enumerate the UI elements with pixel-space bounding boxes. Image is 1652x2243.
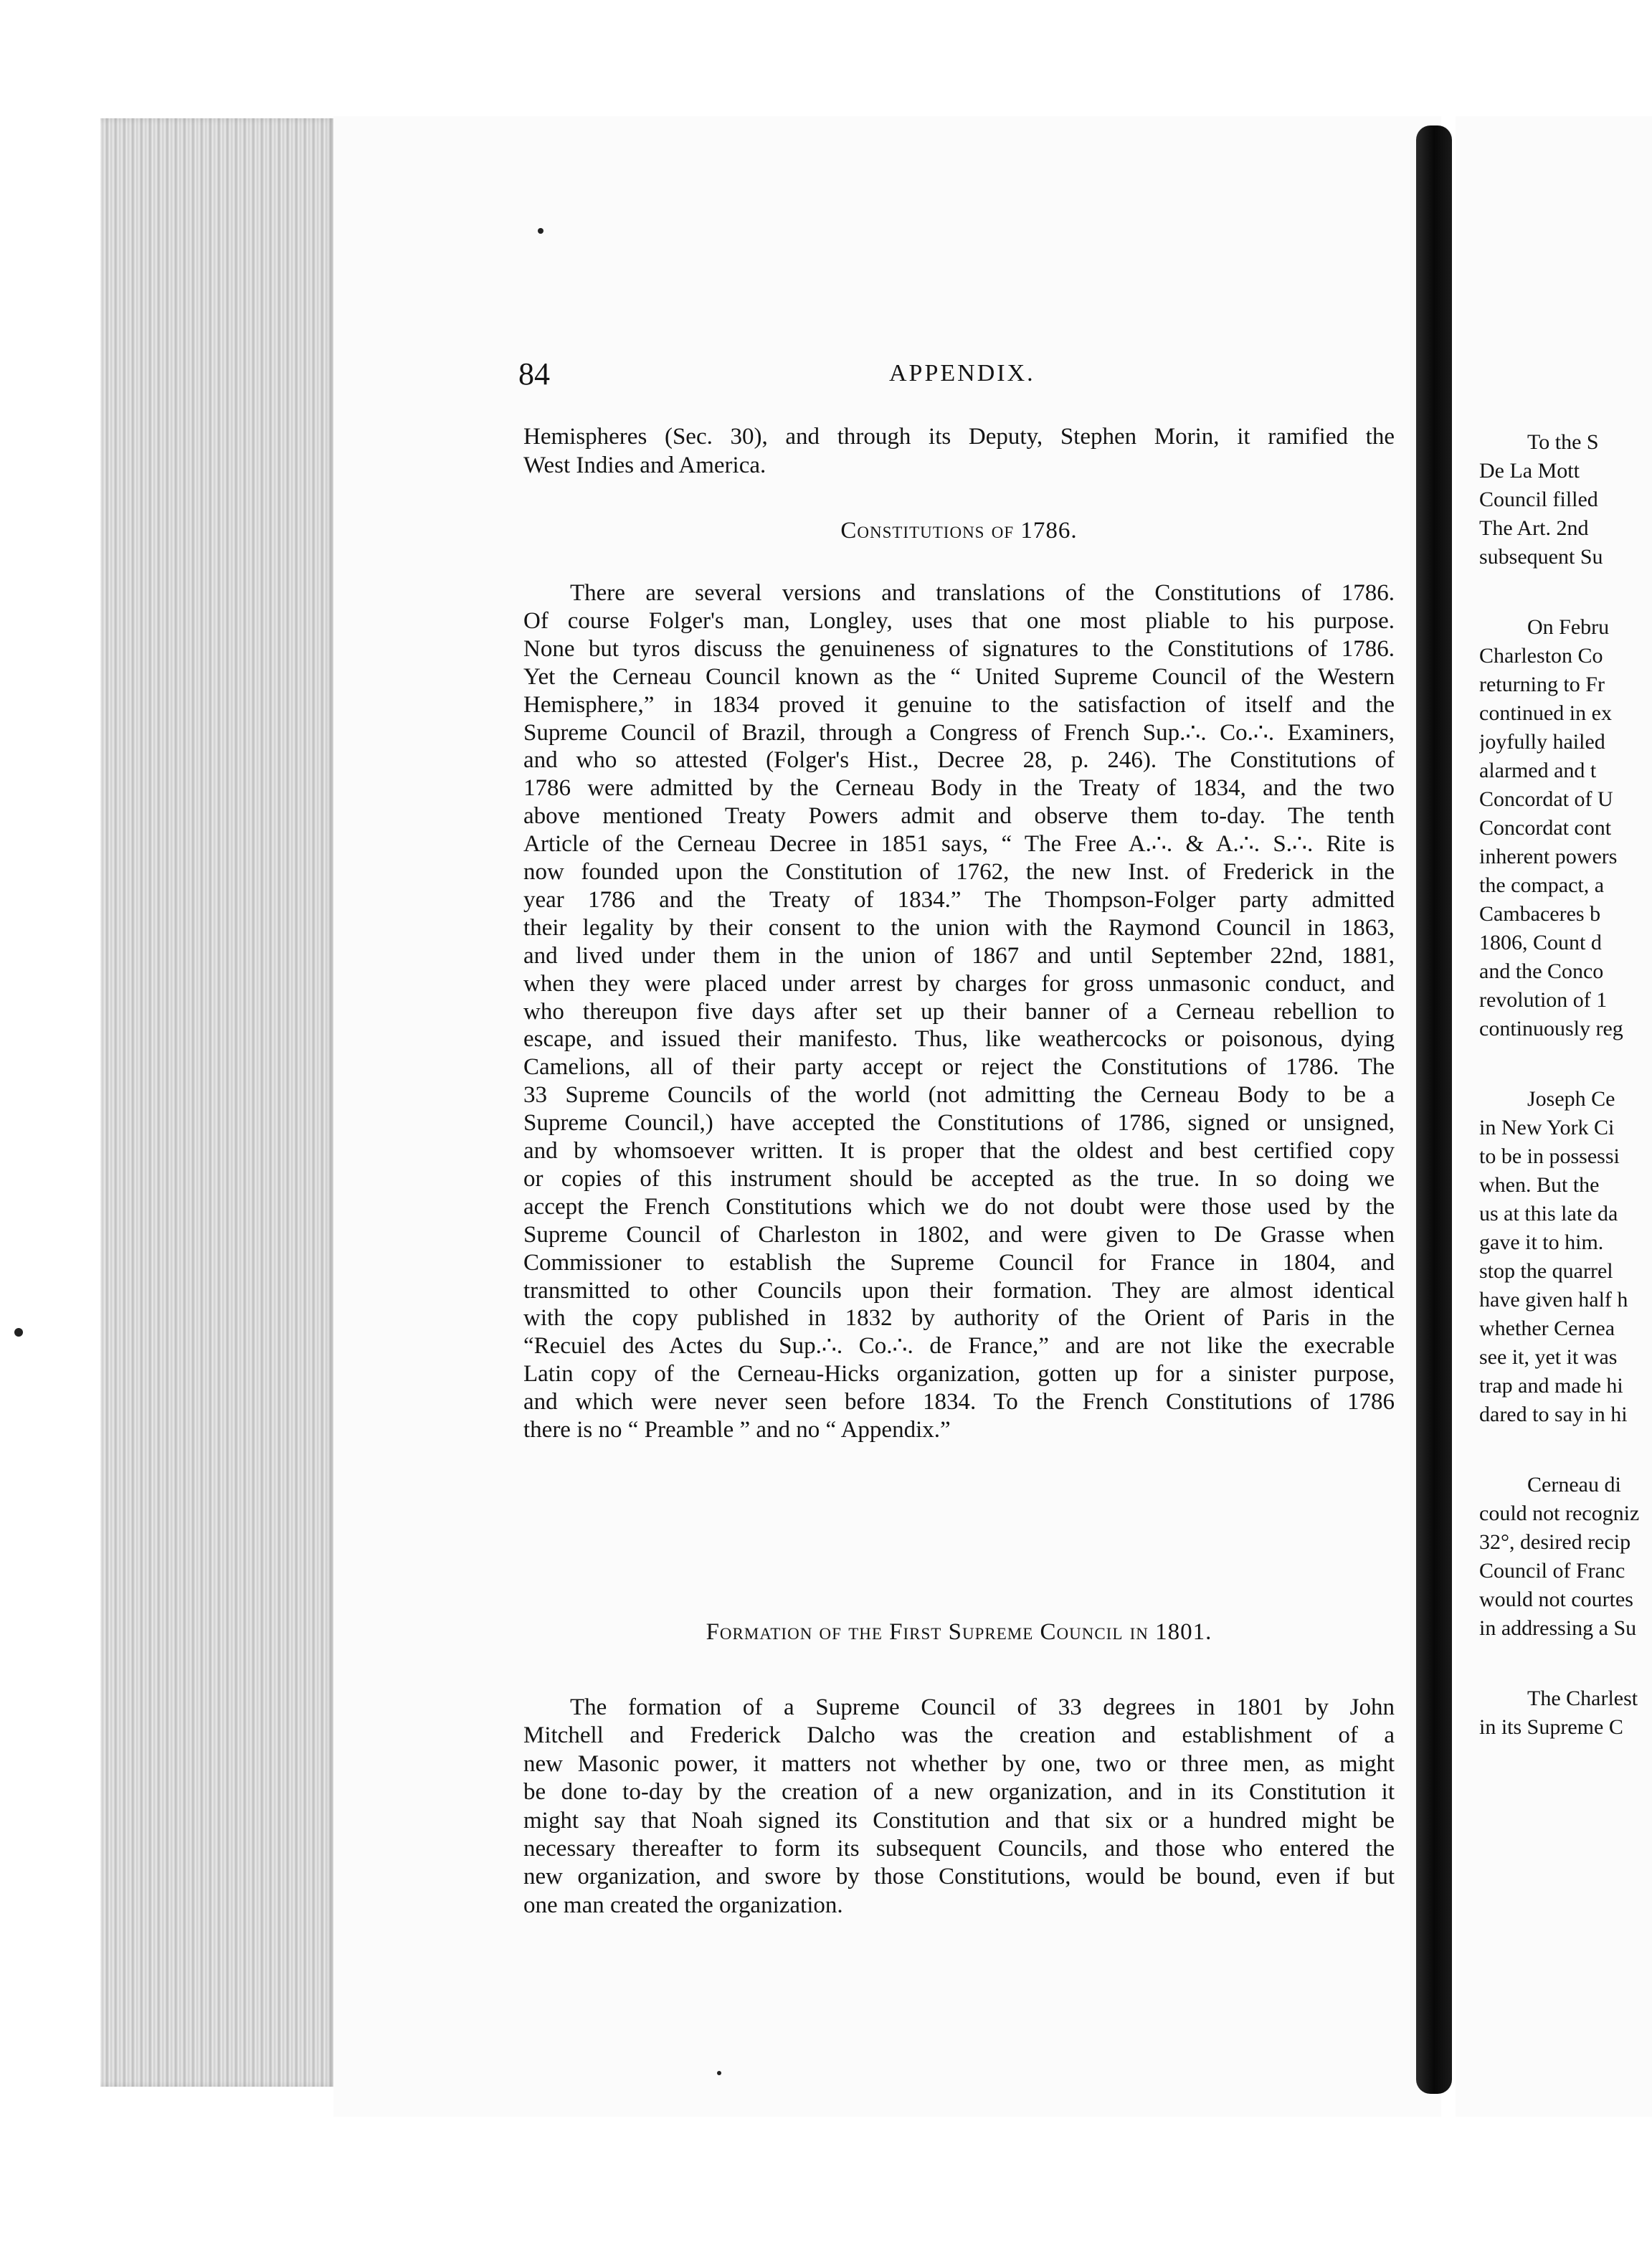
text-line: Of course Folger's man, Longley, uses that one most pliable to his purpose. — [523, 607, 1395, 634]
right-page-line: returning to Fr — [1479, 673, 1605, 696]
text-line: necessary thereafter to form its subsequent Councils, and those who entered the — [523, 1836, 1395, 1862]
right-page-line: to be in possessi — [1479, 1144, 1620, 1168]
text-line: None but tyros discuss the genuineness of signatures to the Constitutions of 1786. — [523, 635, 1395, 662]
speck — [717, 2071, 721, 2075]
text-line: new Masonic power, it matters not whether by one, two or three men, as might — [523, 1750, 1395, 1777]
right-page-line: 32°, desired recip — [1479, 1530, 1631, 1554]
right-page-line: Concordat cont — [1479, 816, 1612, 840]
text-line: be done to-day by the creation of a new organization, and in its Constitution it — [523, 1779, 1395, 1806]
right-page-line: see it, yet it was — [1479, 1345, 1618, 1369]
right-page-line: Cerneau di — [1527, 1473, 1621, 1497]
text-line: one man created the organization. — [523, 1892, 843, 1918]
right-page-line: subsequent Su — [1479, 545, 1603, 569]
right-page-line: have given half h — [1479, 1288, 1628, 1312]
speck — [538, 228, 543, 234]
text-line: there is no “ Preamble ” and no “ Appendix.” — [523, 1417, 951, 1443]
text-line: and which were never seen before 1834. To the French Constitutions of 1786 — [523, 1389, 1395, 1415]
right-page-line: The Charlest — [1527, 1687, 1638, 1710]
text-line: new organization, and swore by those Constitutions, would be bound, even if but — [523, 1864, 1395, 1890]
text-line: “Recuiel des Actes du Sup.∴. Co.∴. de France,” and are not like the execrable — [523, 1333, 1395, 1360]
right-page-line: when. But the — [1479, 1173, 1600, 1197]
text-line: and by whomsoever written. It is proper that the oldest and best certified copy — [523, 1138, 1395, 1164]
right-page-line: Cambaceres b — [1479, 902, 1601, 926]
right-page-line: gave it to him. — [1479, 1230, 1604, 1254]
text-line: Hemisphere,” in 1834 proved it genuine to the satisfaction of itself and the — [523, 691, 1395, 718]
text-line: might say that Noah signed its Constitution and that six or a hundred might be — [523, 1807, 1395, 1834]
right-page-line: continued in ex — [1479, 701, 1612, 725]
text-line: There are several versions and translations of the Constitutions of 1786. — [570, 580, 1395, 606]
right-page-line: us at this late da — [1479, 1202, 1618, 1225]
page-stack-edge — [100, 118, 337, 2087]
right-page-line: Concordat of U — [1479, 787, 1613, 811]
speck — [14, 1328, 23, 1337]
right-page-line: stop the quarrel — [1479, 1259, 1613, 1283]
text-line: their legality by their consent to the union with the Raymond Council in 1863, — [523, 914, 1395, 941]
right-page-line: and the Conco — [1479, 959, 1604, 983]
right-page-line: 1806, Count d — [1479, 931, 1602, 954]
right-page-line: inherent powers — [1479, 845, 1618, 868]
text-line: Article of the Cerneau Decree in 1851 says, “ The Free A.∴. & A.∴. S.∴. Rite is — [523, 831, 1395, 858]
right-page-line: Charleston Co — [1479, 644, 1603, 668]
text-line: Yet the Cerneau Council known as the “ United Supreme Council of the Western — [523, 663, 1395, 690]
right-page-line: De La Mott — [1479, 459, 1580, 483]
text-line: accept the French Constitutions which we do not doubt were those used by the — [523, 1193, 1395, 1220]
right-page-line: Council filled — [1479, 488, 1598, 511]
text-line: above mentioned Treaty Powers admit and observe them to-day. The tenth — [523, 803, 1395, 830]
section-heading: Constitutions of 1786. — [840, 518, 1078, 544]
right-page-line: On Febru — [1527, 615, 1610, 639]
text-line: who thereupon five days after set up their banner of a Cerneau rebellion to — [523, 998, 1395, 1025]
text-line: West Indies and America. — [523, 452, 766, 478]
right-page-line: would not courtes — [1479, 1588, 1633, 1611]
text-line: Camelions, all of their party accept or reject the Constitutions of 1786. The — [523, 1054, 1395, 1081]
text-line: now founded upon the Constitution of 1762, the new Inst. of Frederick in the — [523, 859, 1395, 885]
right-page-line: could not recogniz — [1479, 1502, 1640, 1525]
text-line: and who so attested (Folger's Hist., Decree 28, p. 246). The Constitutions of — [523, 747, 1395, 774]
text-line: Commissioner to establish the Supreme Council for France in 1804, and — [523, 1249, 1395, 1276]
right-page-line: whether Cernea — [1479, 1317, 1615, 1340]
right-page-line: continuously reg — [1479, 1017, 1623, 1040]
running-head: APPENDIX. — [889, 360, 1035, 387]
right-page-line: alarmed and t — [1479, 759, 1597, 782]
section-heading: Formation of the First Supreme Council in 1801. — [706, 1619, 1212, 1645]
right-page-line: To the S — [1527, 430, 1599, 454]
text-line: Hemispheres (Sec. 30), and through its Deputy, Stephen Morin, it ramified the — [523, 424, 1395, 450]
right-page-line: Council of Franc — [1479, 1559, 1625, 1583]
text-line: The formation of a Supreme Council of 33 degrees in 1801 by John — [570, 1694, 1395, 1720]
text-line: Mitchell and Frederick Dalcho was the creation and establishment of a — [523, 1722, 1395, 1749]
text-line: Latin copy of the Cerneau-Hicks organization, gotten up for a sinister purpose, — [523, 1361, 1395, 1388]
text-line: transmitted to other Councils upon their formation. They are almost identical — [523, 1277, 1395, 1304]
right-page-line: in its Supreme C — [1479, 1715, 1623, 1739]
right-page-line: Joseph Ce — [1527, 1087, 1615, 1111]
text-line: 33 Supreme Councils of the world (not admitting the Cerneau Body to be a — [523, 1082, 1395, 1109]
right-page-line: revolution of 1 — [1479, 988, 1608, 1012]
text-line: 1786 were admitted by the Cerneau Body in the Treaty of 1834, and the two — [523, 775, 1395, 802]
text-line: Supreme Council,) have accepted the Constitutions of 1786, signed or unsigned, — [523, 1110, 1395, 1137]
right-page-line: in New York Ci — [1479, 1116, 1615, 1139]
right-page-line: dared to say in hi — [1479, 1403, 1628, 1426]
right-page-line: joyfully hailed — [1479, 730, 1605, 754]
text-line: Supreme Council of Charleston in 1802, and were given to De Grasse when — [523, 1221, 1395, 1248]
text-line: with the copy published in 1832 by authority of the Orient of Paris in the — [523, 1305, 1395, 1332]
right-page-line: The Art. 2nd — [1479, 516, 1589, 540]
text-line: Supreme Council of Brazil, through a Congress of French Sup.∴. Co.∴. Examiners, — [523, 719, 1395, 746]
book-gutter — [1416, 125, 1452, 2094]
right-page-line: trap and made hi — [1479, 1374, 1623, 1398]
text-line: escape, and issued their manifesto. Thus, like weathercocks or poisonous, dying — [523, 1026, 1395, 1053]
text-line: year 1786 and the Treaty of 1834.” The Thompson-Folger party admitted — [523, 886, 1395, 913]
text-line: or copies of this instrument should be accepted as the true. In so doing we — [523, 1165, 1395, 1192]
right-page-line: the compact, a — [1479, 873, 1605, 897]
text-line: and lived under them in the union of 1867 and until September 22nd, 1881, — [523, 942, 1395, 969]
right-page-line: in addressing a Su — [1479, 1616, 1637, 1640]
text-line: when they were placed under arrest by charges for gross unmasonic conduct, and — [523, 970, 1395, 997]
page-number: 84 — [518, 356, 550, 392]
